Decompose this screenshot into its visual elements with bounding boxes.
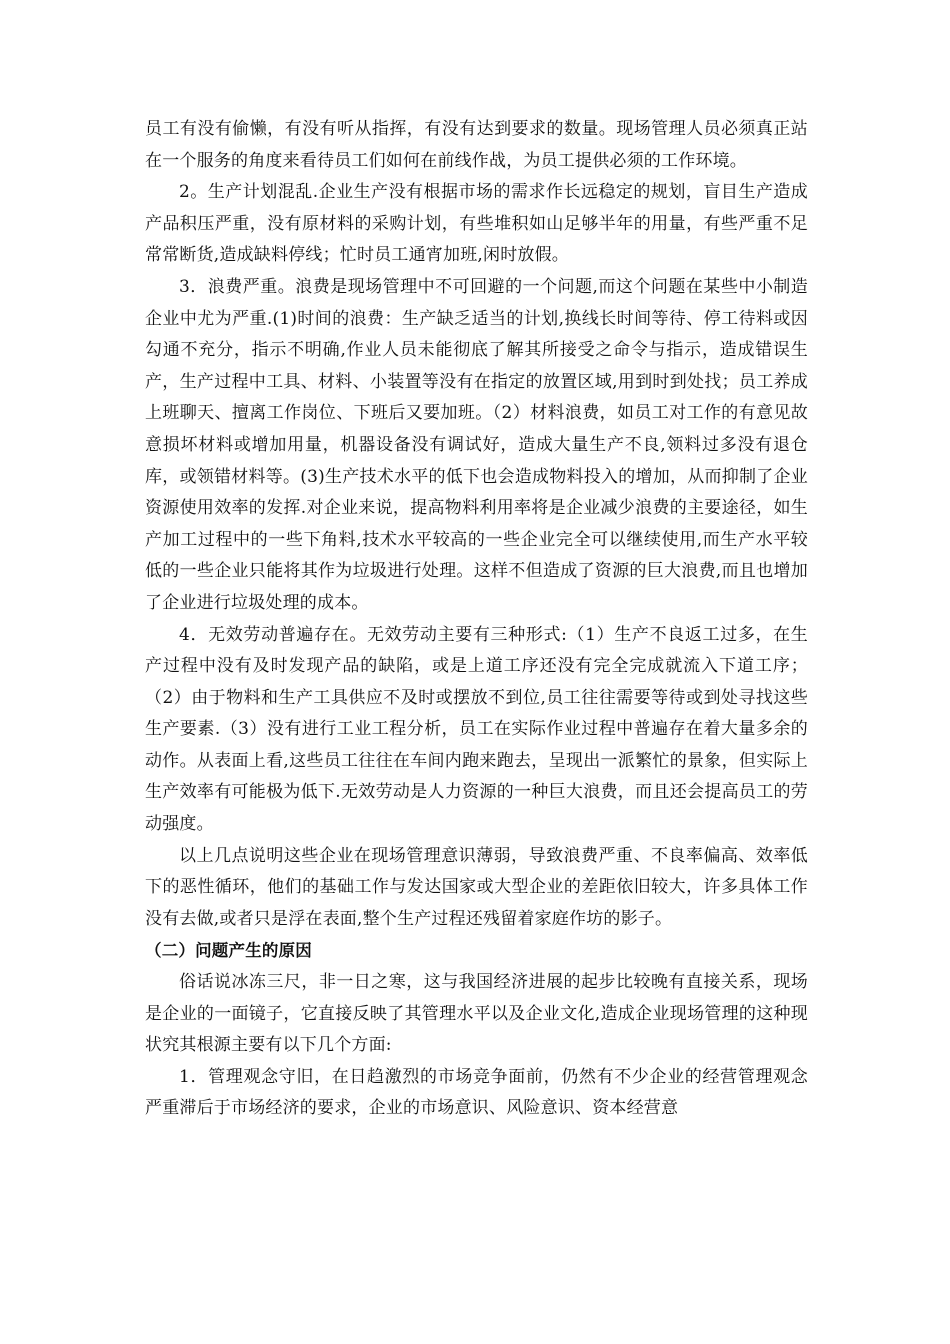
paragraph-serious-waste: 3．浪费严重。浪费是现场管理中不可回避的一个问题,而这个问题在某些中小制造企业中尤为严重.(1)时间的浪费：生产缺乏适当的计划,换线长时间等待、停工待料或因勾通不充分，指示不明确,作业人员未能彻底了解其所接受之命令与指示，造成错误生产，生产过程中工具、材料、小装置等没有在指定的放置区域,用到时到处找；员工养成上班聊天、擅离工作岗位、下班后又要加班。（2）材料浪费，如员工对工作的有意见故意损坏材料或增加用量，机器设备没有调试好，造成大量生产不良,领料过多没有退仓库，或领错材料等。(3)生产技术水平的低下也会造成物料投入的增加，从而抑制了企业资源使用效率的发挥.对企业来说，提高物料利用率将是企业减少浪费的主要途径，如生产加工过程中的一些下角料,技术水平较高的一些企业完全可以继续使用,而生产水平较低的一些企业只能将其作为垃圾进行处理。这样不但造成了资源的巨大浪费,而且也增加了企业进行垃圾处理的成本。 bbox=[145, 276, 808, 613]
document-page bbox=[145, 114, 808, 1125]
paragraph-outdated-concepts: 1．管理观念守旧，在日趋激烈的市场竞争面前，仍然有不少企业的经营管理观念严重滞后于市场经济的要求，企业的市场意识、风险意识、资本经营意 bbox=[145, 1066, 808, 1119]
paragraph-summary: 以上几点说明这些企业在现场管理意识薄弱，导致浪费严重、不良率偏高、效率低下的恶性循环，他们的基础工作与发达国家或大型企业的差距依旧较大，许多具体工作没有去做,或者只是浮在表面,整个生产过程还残留着家庭作坊的影子。 bbox=[145, 845, 808, 929]
paragraph-production-plan-chaos: 2。生产计划混乱.企业生产没有根据市场的需求作长远稳定的规划，盲目生产造成产品积压严重，没有原材料的采购计划，有些堆积如山足够半年的用量，有些严重不足常常断货,造成缺料停线；忙时员工通宵加班,闲时放假。 bbox=[145, 182, 808, 266]
paragraph-ineffective-labor: 4．无效劳动普遍存在。无效劳动主要有三种形式:（1）生产不良返工过多，在生产过程中没有及时发现产品的缺陷，或是上道工序还没有完全完成就流入下道工序；（2）由于物料和生产工具供应不及时或摆放不到位,员工往往需要等待或到处寻找这些生产要素.（3）没有进行工业工程分析，员工在实际作业过程中普遍存在着大量多余的动作。从表面上看,这些员工往往在车间内跑来跑去，呈现出一派繁忙的景象，但实际上生产效率有可能极为低下.无效劳动是人力资源的一种巨大浪费，而且还会提高员工的劳动强度。 bbox=[145, 624, 808, 835]
section-heading-causes: （二）问题产生的原因 bbox=[145, 941, 312, 961]
paragraph-causes-intro: 俗话说冰冻三尺，非一日之寒，这与我国经济进展的起步比较晚有直接关系，现场是企业的一面镜子，它直接反映了其管理水平以及企业文化,造成企业现场管理的这种现状究其根源主要有以下几个方面: bbox=[145, 972, 808, 1056]
paragraph-employee-supervision: 员工有没有偷懒，有没有听从指挥，有没有达到要求的数量。现场管理人员必须真正站在一个服务的角度来看待员工们如何在前线作战，为员工提供必须的工作环境。 bbox=[145, 119, 808, 171]
